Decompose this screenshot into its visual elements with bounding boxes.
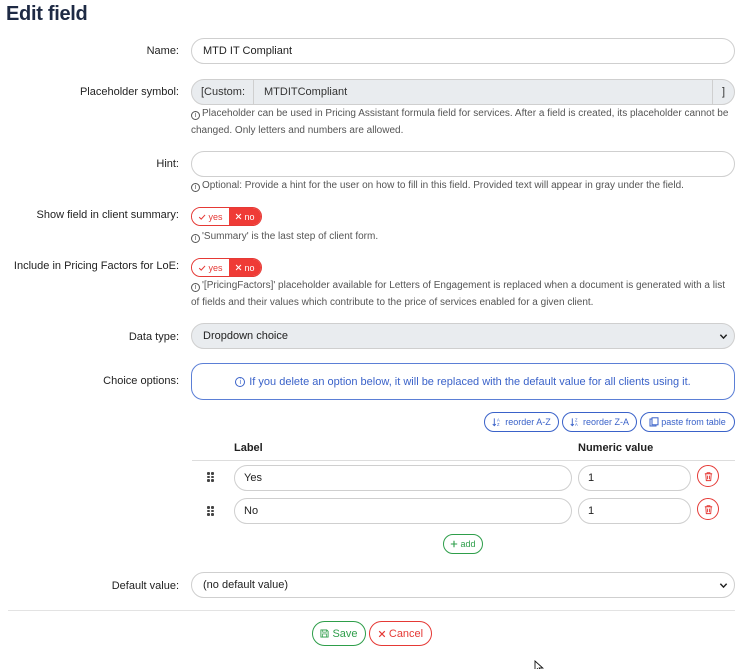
reorder-za-label: reorder Z-A <box>582 417 629 427</box>
cancel-button[interactable] <box>369 621 432 646</box>
close-icon <box>235 264 242 271</box>
data-type-value: Dropdown choice <box>203 330 288 342</box>
reorder-az-label: reorder A-Z <box>505 417 551 427</box>
svg-text:A: A <box>575 422 578 427</box>
include-pricing-yes-label: yes <box>208 262 223 273</box>
default-value-value: (no default value) <box>203 579 288 591</box>
plus-icon <box>450 540 458 548</box>
drag-handle-icon[interactable] <box>207 472 215 482</box>
close-icon <box>378 630 386 638</box>
include-pricing-label: Include in Pricing Factors for LoE: <box>13 260 179 272</box>
mouse-cursor-icon <box>534 660 544 669</box>
show-in-summary-toggle <box>191 207 262 226</box>
placeholder-suffix: ] <box>712 80 734 104</box>
save-label: Save <box>332 627 358 640</box>
option-numeric-input[interactable]: 1 <box>578 498 691 524</box>
placeholder-help-text: Placeholder can be used in Pricing Assistant formula field for services. After a field is created, its placeholder cannot be changed. Only letters and numbers are allowed. <box>191 108 729 136</box>
check-icon <box>198 264 206 272</box>
include-pricing-help <box>191 277 736 311</box>
data-type-select[interactable] <box>191 323 735 349</box>
placeholder-prefix: [Custom: <box>192 80 254 104</box>
include-pricing-yes[interactable] <box>192 259 229 276</box>
table-header-divider <box>192 460 735 461</box>
info-icon: i <box>235 377 245 387</box>
paste-from-table-label: paste from table <box>661 417 726 427</box>
svg-text:A: A <box>497 417 501 423</box>
include-pricing-no-label: no <box>244 262 255 273</box>
reorder-az-button[interactable] <box>484 412 559 432</box>
show-in-summary-yes[interactable] <box>192 208 229 225</box>
add-option-label: add <box>460 539 476 549</box>
close-icon <box>235 213 242 220</box>
include-pricing-toggle <box>191 258 262 277</box>
choice-options-alert <box>191 363 735 400</box>
name-input[interactable]: MTD IT Compliant <box>191 38 735 64</box>
choice-options-label: Choice options: <box>103 375 179 387</box>
svg-text:Z: Z <box>575 417 578 423</box>
placeholder-symbol-group <box>191 79 735 105</box>
show-in-summary-yes-label: yes <box>208 211 223 222</box>
sort-icon <box>570 417 581 427</box>
save-button[interactable] <box>312 621 366 646</box>
check-icon <box>198 213 206 221</box>
show-in-summary-no-label: no <box>244 211 255 222</box>
include-pricing-help-text: '[PricingFactors]' placeholder available for Letters of Engagement is replaced when a document is generated with a list of fields and their values which contribute to the price of services enabled for a given client. <box>191 280 725 308</box>
form-footer-divider <box>8 610 735 611</box>
trash-icon <box>703 471 714 482</box>
column-header-label: Label <box>234 442 263 454</box>
add-option-button[interactable] <box>443 534 483 554</box>
placeholder-help <box>191 105 736 139</box>
data-type-label: Data type: <box>128 331 179 343</box>
svg-text:Z: Z <box>497 422 500 427</box>
hint-label: Hint: <box>156 158 179 170</box>
placeholder-symbol-label: Placeholder symbol: <box>79 86 179 98</box>
trash-icon <box>703 504 714 515</box>
delete-option-button[interactable] <box>697 498 719 520</box>
default-value-select[interactable] <box>191 572 735 598</box>
page-title: Edit field <box>6 3 88 25</box>
info-icon: i <box>191 183 200 192</box>
include-pricing-no[interactable] <box>229 259 261 276</box>
option-numeric-input[interactable]: 1 <box>578 465 691 491</box>
show-in-summary-help-text: 'Summary' is the last step of client form. <box>202 231 379 242</box>
delete-option-button[interactable] <box>697 465 719 487</box>
drag-handle-icon[interactable] <box>207 506 215 516</box>
hint-input[interactable] <box>191 151 735 177</box>
info-icon: i <box>191 111 200 120</box>
show-in-summary-label: Show field in client summary: <box>36 209 179 221</box>
choice-options-alert-text: If you delete an option below, it will be replaced with the default value for all clients using it. <box>249 375 691 388</box>
show-in-summary-no[interactable] <box>229 208 261 225</box>
paste-from-table-button[interactable] <box>640 412 735 432</box>
paste-icon <box>649 417 659 427</box>
chevron-down-icon <box>719 581 728 590</box>
option-label-input[interactable]: No <box>234 498 572 524</box>
option-label-input[interactable]: Yes <box>234 465 572 491</box>
reorder-za-button[interactable] <box>562 412 637 432</box>
default-value-label: Default value: <box>111 580 179 592</box>
chevron-down-icon <box>719 332 728 341</box>
show-in-summary-help <box>191 228 736 245</box>
hint-help-text: Optional: Provide a hint for the user on how to fill in this field. Provided text will appear in gray under the field. <box>202 180 684 191</box>
name-label: Name: <box>146 45 179 57</box>
placeholder-symbol-input: MTDITCompliant <box>264 86 348 98</box>
sort-icon <box>492 417 503 427</box>
info-icon: i <box>191 283 200 292</box>
column-header-numeric: Numeric value <box>578 442 654 454</box>
save-icon <box>320 629 329 638</box>
cancel-label: Cancel <box>388 627 424 640</box>
info-icon: i <box>191 234 200 243</box>
hint-help <box>191 177 736 194</box>
